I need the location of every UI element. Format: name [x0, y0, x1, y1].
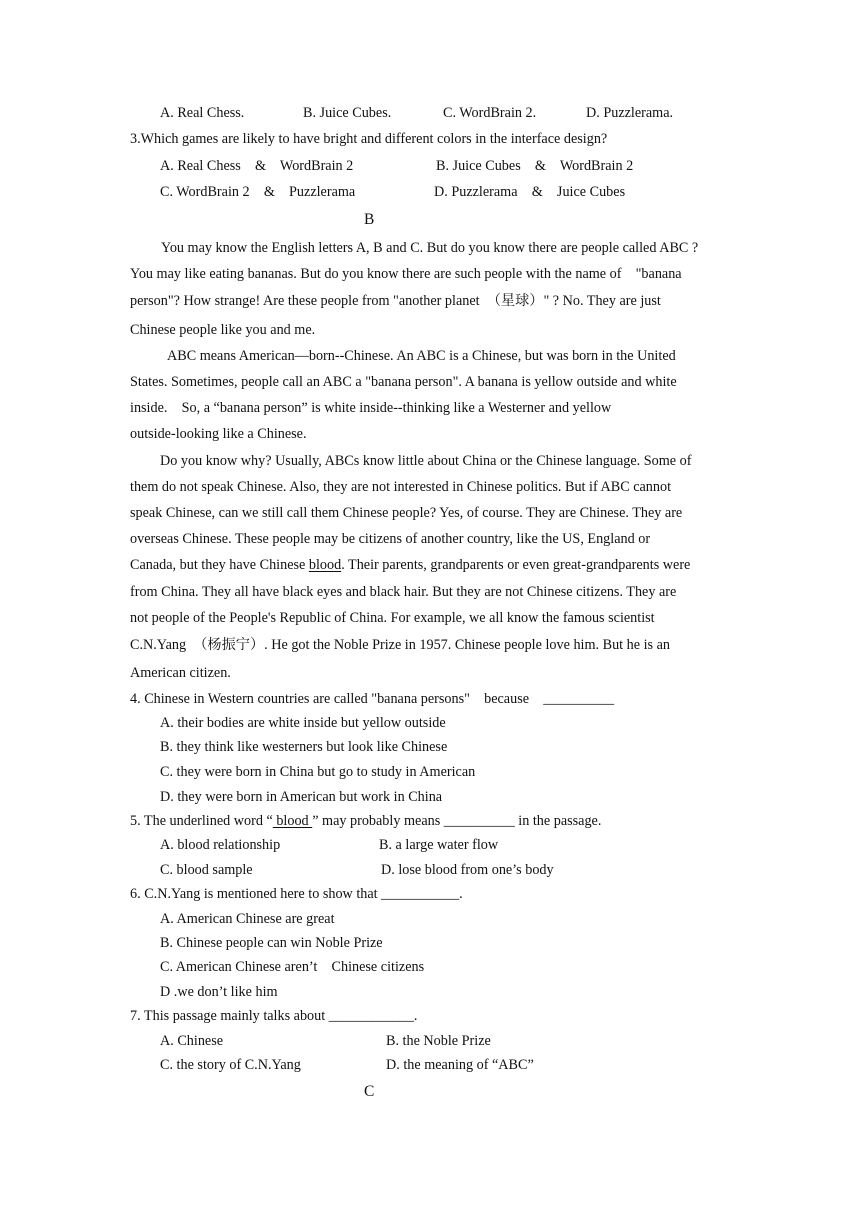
section-heading-b: B — [364, 211, 375, 228]
q3-option-d: D. Puzzlerama & Juice Cubes — [434, 184, 626, 200]
q7-option-c: C. the story of C.N.Yang — [160, 1057, 301, 1073]
q6-option-c: C. American Chinese aren’t Chinese citizens — [160, 959, 425, 975]
passage-line: Chinese people like you and me. — [130, 322, 316, 338]
q6-option-a: A. American Chinese are great — [160, 911, 335, 927]
q5-option-b: B. a large water flow — [379, 837, 499, 853]
q5-option-d: D. lose blood from one’s body — [381, 862, 554, 878]
passage-line: You may know the English letters A, B and C. But do you know there are people called ABC ? — [161, 240, 699, 256]
passage-line: from China. They all have black eyes and black hair. But they are not Chinese citizens. They are — [130, 584, 677, 600]
q7-option-a: A. Chinese — [160, 1033, 224, 1049]
passage-line: Do you know why? Usually, ABCs know little about China or the Chinese language. Some of — [160, 453, 692, 469]
q4-option-d: D. they were born in American but work in China — [160, 789, 443, 805]
passage-line: not people of the People's Republic of China. For example, we all know the famous scientist — [130, 610, 655, 626]
q5-stem-text: ” may probably means __________ in the passage. — [312, 813, 602, 829]
q3-option-c: C. WordBrain 2 & Puzzlerama — [160, 184, 356, 200]
q7-option-b: B. the Noble Prize — [386, 1033, 491, 1049]
q3-option-b: B. Juice Cubes & WordBrain 2 — [436, 158, 634, 174]
passage-line: overseas Chinese. These people may be citizens of another country, like the US, England or — [130, 531, 651, 547]
passage-line: American citizen. — [130, 665, 231, 681]
underlined-word-blood: blood — [308, 557, 342, 573]
q7-option-d: D. the meaning of “ABC” — [386, 1057, 534, 1073]
passage-text: . Their parents, grandparents or even great-grandparents were — [341, 557, 691, 573]
q6-stem: 6. C.N.Yang is mentioned here to show that ___________. — [130, 886, 463, 902]
q6-option-b: B. Chinese people can win Noble Prize — [160, 935, 383, 951]
passage-line: them do not speak Chinese. Also, they are not interested in Chinese politics. But if ABC cannot — [130, 479, 672, 495]
q5-stem — [130, 814, 601, 828]
q4-option-c: C. they were born in China but go to study in American — [160, 764, 476, 780]
passage-line: States. Sometimes, people call an ABC a "banana person". A banana is yellow outside and white — [130, 374, 677, 390]
passage-line: You may like eating bananas. But do you know there are such people with the name of "banana — [130, 266, 682, 282]
passage-text: Canada, but they have Chinese — [130, 557, 309, 573]
passage-line: outside-looking like a Chinese. — [130, 426, 307, 442]
q4-stem: 4. Chinese in Western countries are called "banana persons" because __________ — [130, 691, 615, 707]
q5-underlined-word: blood — [272, 813, 313, 829]
q5-stem-text: 5. The underlined word “ — [130, 813, 273, 829]
q2-option-a: A. Real Chess. — [160, 105, 245, 121]
q4-option-a: A. their bodies are white inside but yellow outside — [160, 715, 446, 731]
q2-option-b: B. Juice Cubes. — [303, 105, 392, 121]
q5-option-c: C. blood sample — [160, 862, 253, 878]
q2-option-c: C. WordBrain 2. — [443, 105, 537, 121]
passage-line: person"? How strange! Are these people from "another planet （星球）" ? No. They are just — [130, 293, 661, 309]
passage-line: ABC means American—born--Chinese. An ABC is a Chinese, but was born in the United — [167, 348, 676, 364]
q3-stem: 3.Which games are likely to have bright and different colors in the interface design? — [130, 131, 608, 147]
section-heading-c: C — [364, 1083, 375, 1100]
q7-stem: 7. This passage mainly talks about ____________. — [130, 1008, 418, 1024]
passage-line-blood — [130, 558, 690, 572]
passage-line: inside. So, a “banana person” is white inside--thinking like a Westerner and yellow — [130, 400, 612, 416]
passage-line: speak Chinese, can we still call them Chinese people? Yes, of course. They are Chinese. They are — [130, 505, 683, 521]
q3-option-a: A. Real Chess & WordBrain 2 — [160, 158, 354, 174]
q2-option-d: D. Puzzlerama. — [586, 105, 674, 121]
q5-option-a: A. blood relationship — [160, 837, 281, 853]
q6-option-d: D .we don’t like him — [160, 984, 278, 1000]
q4-option-b: B. they think like westerners but look like Chinese — [160, 739, 448, 755]
passage-line: C.N.Yang （杨振宁）. He got the Noble Prize in 1957. Chinese people love him. But he is an — [130, 637, 670, 653]
